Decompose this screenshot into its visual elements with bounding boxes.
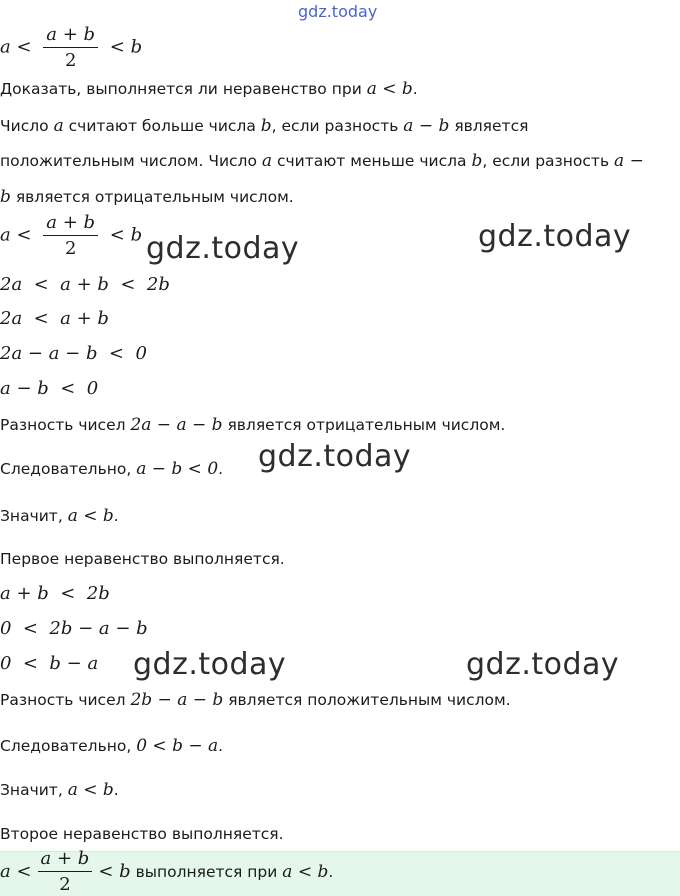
def1-text-4: является xyxy=(454,117,529,135)
means2-math: a < b xyxy=(67,780,114,800)
second-inequality-holds: Второе неравенство выполняется. xyxy=(0,825,284,843)
def1-math-3: a − b xyxy=(403,116,450,136)
step-7: 0 < b − a xyxy=(0,653,99,674)
conseq1-math: a − b < 0 xyxy=(136,459,219,479)
answer-fraction xyxy=(38,848,93,895)
def3-math-1: b xyxy=(0,187,11,207)
header-formula xyxy=(0,24,142,71)
difference-2 xyxy=(0,690,511,710)
watermark-5: gdz.today xyxy=(466,647,620,682)
def2-text-2: считают меньше числа xyxy=(276,152,467,170)
consequence-2 xyxy=(0,736,223,756)
def3-text-1: является отрицательным числом. xyxy=(15,188,294,206)
task-math: a < b xyxy=(366,79,413,99)
def1-math-2: b xyxy=(260,116,272,136)
definition-line-1 xyxy=(0,116,528,136)
diff2-math: 2b − a − b xyxy=(130,690,224,710)
definition-line-3 xyxy=(0,187,294,207)
header-denominator: 2 xyxy=(64,50,77,71)
step-2: 2a < a + b xyxy=(0,308,109,329)
answer-numerator: a + b xyxy=(38,848,93,872)
answer-math: a < b xyxy=(282,861,329,882)
answer-dot: . xyxy=(328,862,334,881)
watermark-1: gdz.today xyxy=(146,231,300,266)
step-5: a + b < 2b xyxy=(0,583,110,604)
def2-math-3: a − xyxy=(614,151,644,171)
header-right: < b xyxy=(109,36,143,58)
formula2-denominator: 2 xyxy=(64,238,77,259)
answer-left: a < xyxy=(0,861,32,882)
difference-1 xyxy=(0,415,505,435)
conseq1-dot: . xyxy=(218,460,224,478)
watermark-3: gdz.today xyxy=(258,439,412,474)
def1-math-1: a xyxy=(53,116,64,136)
def2-text-1: положительным числом. Число xyxy=(0,152,257,170)
def2-math-2: b xyxy=(471,151,483,171)
header-left: a < xyxy=(0,36,32,58)
watermark-2: gdz.today xyxy=(478,219,632,254)
means-2 xyxy=(0,780,119,800)
answer-denominator: 2 xyxy=(59,874,71,895)
diff1-text-2: является отрицательным числом. xyxy=(227,416,506,434)
definition-line-2 xyxy=(0,151,644,171)
task-dot: . xyxy=(412,80,418,98)
answer-line xyxy=(0,848,333,895)
consequence-1 xyxy=(0,459,223,479)
def1-text-2: считают больше числа xyxy=(68,117,256,135)
watermark-top: gdz.today xyxy=(298,2,378,21)
def1-text-3: , если разность xyxy=(271,117,399,135)
first-inequality-holds: Первое неравенство выполняется. xyxy=(0,550,285,568)
formula-2 xyxy=(0,212,142,259)
formula2-left: a < xyxy=(0,224,32,246)
means1-dot: . xyxy=(113,507,119,525)
def1-text-1: Число xyxy=(0,117,49,135)
def2-text-3: , если разность xyxy=(482,152,610,170)
conseq2-text: Следовательно, xyxy=(0,737,132,755)
means-1 xyxy=(0,506,119,526)
def2-math-1: a xyxy=(261,151,273,171)
diff1-math: 2a − a − b xyxy=(130,415,223,435)
task-text: Доказать, выполняется ли неравенство при xyxy=(0,80,362,98)
formula2-right: < b xyxy=(109,224,143,246)
answer-right: < b xyxy=(98,861,131,882)
diff2-text-1: Разность чисел xyxy=(0,691,126,709)
means1-math: a < b xyxy=(67,506,114,526)
conseq2-math: 0 < b − a xyxy=(136,736,219,756)
formula2-numerator: a + b xyxy=(43,212,98,236)
formula2-fraction xyxy=(43,212,98,259)
header-fraction xyxy=(43,24,98,71)
means2-dot: . xyxy=(113,781,119,799)
watermark-4: gdz.today xyxy=(133,647,287,682)
header-numerator: a + b xyxy=(43,24,98,48)
conseq2-dot: . xyxy=(218,737,224,755)
diff1-text-1: Разность чисел xyxy=(0,416,126,434)
step-3: 2a − a − b < 0 xyxy=(0,343,147,364)
conseq1-text: Следовательно, xyxy=(0,460,132,478)
answer-text: выполняется при xyxy=(135,862,278,881)
step-1: 2a < a + b < 2b xyxy=(0,274,170,295)
step-6: 0 < 2b − a − b xyxy=(0,618,148,639)
means2-text: Значит, xyxy=(0,781,63,799)
step-4: a − b < 0 xyxy=(0,378,99,399)
diff2-text-2: является положительным числом. xyxy=(228,691,511,709)
task-line xyxy=(0,79,418,99)
means1-text: Значит, xyxy=(0,507,63,525)
